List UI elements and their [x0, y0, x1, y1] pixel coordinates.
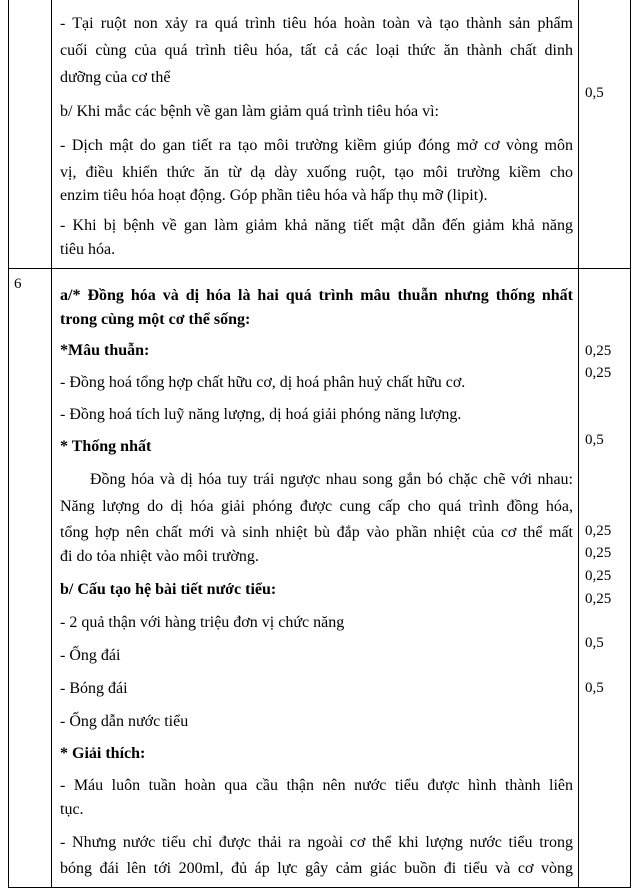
- part-b-item: - 2 quả thận với hàng triệu đơn vị chức năng: [60, 614, 345, 631]
- giai-thich-line: - Máu luôn tuần hoàn qua cầu thận nên nước tiểu được hình thành liên: [60, 777, 573, 794]
- part-b-title: b/ Cấu tạo hệ bài tiết nước tiểu:: [60, 581, 277, 598]
- score: 0,25: [585, 591, 612, 607]
- prev-text-line: tiêu hóa.: [60, 241, 116, 258]
- giai-thich-line: - Nhưng nước tiểu chỉ được thải ra ngoài cơ thể khi lượng nước tiểu trong: [60, 834, 573, 851]
- thong-nhat-line: đi do tỏa nhiệt vào môi trường.: [60, 548, 259, 565]
- score: 0,25: [585, 523, 612, 539]
- prev-text-line: - Khi bị bệnh về gan làm giảm khả năng tiết mật dẫn đến giảm khả năng: [60, 217, 573, 234]
- giai-thich-line: bóng đái lên tới 200ml, đủ áp lực gây cảm giác buồn đi tiểu và cơ vòng: [60, 860, 573, 877]
- prev-score: 0,5: [585, 85, 604, 101]
- table-border-col2: [578, 0, 579, 888]
- giai-thich-heading: * Giải thích:: [60, 745, 146, 762]
- mau-thuan-item: - Đồng hoá tổng hợp chất hữu cơ, dị hoá phân huỷ chất hữu cơ.: [60, 374, 466, 391]
- thong-nhat-line: Đồng hóa và dị hóa tuy trái ngược nhau song gắn bó chặc chẽ với nhau:: [90, 471, 573, 488]
- table-border-left: [8, 0, 9, 888]
- table-border-bottom: [8, 887, 631, 888]
- prev-text-line: b/ Khi mắc các bệnh về gan làm giảm quá trình tiêu hóa vì:: [60, 103, 439, 120]
- prev-text-line: cuối cùng của quá trình tiêu hóa, tất cả các loại thức ăn thành chất dinh: [60, 42, 573, 59]
- prev-text-line: dưỡng của cơ thể: [60, 69, 171, 86]
- giai-thich-line: tục.: [60, 801, 84, 818]
- prev-text-line: vị, điều khiển thức ăn từ dạ dày xuống ruột, tạo môi trường kiềm cho: [60, 164, 573, 181]
- prev-text-line: - Dịch mật do gan tiết ra tạo môi trường kiềm giúp đóng mở cơ vòng môn: [60, 137, 573, 154]
- part-b-item: - Bóng đái: [60, 680, 128, 697]
- mau-thuan-heading: *Mâu thuẫn:: [60, 342, 150, 359]
- score: 0,5: [585, 680, 604, 696]
- part-a-title: trong cùng một cơ thể sống:: [60, 311, 251, 328]
- thong-nhat-heading: * Thống nhất: [60, 438, 152, 455]
- prev-text-line: - Tại ruột non xảy ra quá trình tiêu hóa hoàn toàn và tạo thành sản phẩm: [60, 15, 573, 32]
- part-b-item: - Ống đái: [60, 647, 121, 664]
- question-number: 6: [14, 276, 22, 292]
- table-border-col1: [51, 0, 52, 888]
- score: 0,25: [585, 545, 612, 561]
- prev-text-line: enzim tiêu hóa hoạt động. Góp phần tiêu hóa và hấp thụ mỡ (lipit).: [60, 187, 488, 204]
- score: 0,25: [585, 568, 612, 584]
- row-divider: [8, 268, 631, 269]
- thong-nhat-line: tổng hợp nên chất mới và sinh nhiệt bù đắp vào phần nhiệt của cơ thể mất: [60, 524, 573, 541]
- table-border-right: [630, 0, 631, 888]
- part-b-item: - Ống dẫn nước tiểu: [60, 713, 189, 730]
- score: 0,25: [585, 365, 612, 381]
- mau-thuan-item: - Đồng hoá tích luỹ năng lượng, dị hoá giải phóng năng lượng.: [60, 406, 462, 423]
- score: 0,5: [585, 635, 604, 651]
- part-a-title: a/* Đồng hóa và dị hóa là hai quá trình mâu thuẫn nhưng thống nhất: [60, 287, 573, 304]
- thong-nhat-line: Năng lượng do dị hóa giải phóng được cung cấp cho quá trình đồng hóa,: [60, 498, 573, 515]
- score: 0,25: [585, 343, 612, 359]
- score: 0,5: [585, 432, 604, 448]
